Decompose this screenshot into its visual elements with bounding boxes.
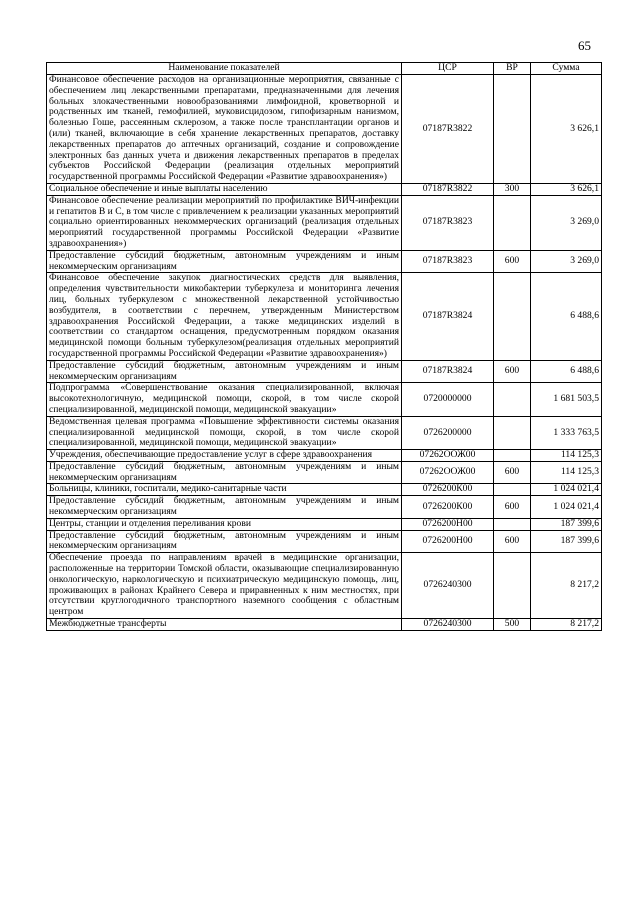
sum-cell: 1 024 021,4 (531, 484, 602, 496)
csr-cell: 07187R3824 (402, 273, 494, 360)
name-cell: Предоставление субсидий бюджетным, автономным учреждениям и иным некоммерческим организациям (47, 496, 402, 519)
csr-cell: 0726240300 (402, 619, 494, 631)
vr-cell (494, 484, 531, 496)
vr-cell: 600 (494, 250, 531, 273)
vr-cell: 300 (494, 183, 531, 195)
csr-cell: 0726240300 (402, 553, 494, 619)
csr-cell: 07262ООЖ00 (402, 461, 494, 484)
header-sum: Сумма (531, 63, 602, 75)
vr-cell (494, 383, 531, 416)
sum-cell: 6 488,6 (531, 360, 602, 383)
vr-cell (494, 553, 531, 619)
table-row (47, 183, 602, 195)
header-name: Наименование показателей (47, 63, 402, 75)
sum-cell: 187 399,6 (531, 518, 602, 530)
csr-cell: 07187R3822 (402, 183, 494, 195)
name-cell: Предоставление субсидий бюджетным, автономным учреждениям и иным некоммерческим организациям (47, 461, 402, 484)
table-row (47, 461, 602, 484)
sum-cell: 3 626,1 (531, 183, 602, 195)
vr-cell (494, 75, 531, 184)
name-cell: Ведомственная целевая программа «Повышение эффективности системы оказания специализированной медицинской помощи, скорой, в том числе скорой специализированной, медицинской помощи, медицинской эвакуации» (47, 416, 402, 449)
csr-cell: 07187R3824 (402, 360, 494, 383)
table-row (47, 530, 602, 553)
vr-cell (494, 450, 531, 462)
table-row (47, 553, 602, 619)
csr-cell: 0726200К00 (402, 484, 494, 496)
sum-cell: 114 125,3 (531, 461, 602, 484)
page-number: 65 (578, 38, 591, 53)
vr-cell (494, 416, 531, 449)
sum-cell: 1 333 763,5 (531, 416, 602, 449)
sum-cell: 1 024 021,4 (531, 496, 602, 519)
vr-cell (494, 273, 531, 360)
sum-cell: 6 488,6 (531, 273, 602, 360)
name-cell: Обеспечение проезда по направлениям врачей в медицинские организации, расположенные на территории Томской области, оказывающие специализированную онкологическую, наркологическую и психиатрическую медицинскую помощь, лиц, проживающих в районах Крайнего Севера и приравненных к ним местностях, при отсутствии круглогодичного транспортного наземного сообщения с областным центром (47, 553, 402, 619)
name-cell: Предоставление субсидий бюджетным, автономным учреждениям и иным некоммерческим организациям (47, 250, 402, 273)
table-row (47, 273, 602, 360)
header-vr: ВР (494, 63, 531, 75)
csr-cell: 0726200Н00 (402, 530, 494, 553)
vr-cell (494, 518, 531, 530)
name-cell: Предоставление субсидий бюджетным, автономным учреждениям и иным некоммерческим организациям (47, 530, 402, 553)
sum-cell: 3 269,0 (531, 250, 602, 273)
name-cell: Подпрограмма «Совершенствование оказания специализированной, включая высокотехнологичную, медицинской помощи, скорой, в том числе скорой специализированной, медицинской помощи, медицинской эвакуации» (47, 383, 402, 416)
sum-cell: 3 626,1 (531, 75, 602, 184)
budget-table (46, 62, 602, 631)
name-cell: Финансовое обеспечение реализации мероприятий по профилактике ВИЧ-инфекции и гепатитов В и С, в том числе с привлечением к реализации указанных мероприятий социально ориентированных некоммерческих организаций (реализация отдельных мероприятий государственной программы Российской Федерации «Развитие здравоохранения») (47, 195, 402, 250)
name-cell: Больницы, клиники, госпитали, медико-санитарные части (47, 484, 402, 496)
name-cell: Финансовое обеспечение закупок диагностических средств для выявления, определения чувствительности микобактерии туберкулеза и мониторинга лечения лиц, больных туберкулезом с множественной лекарственной устойчивостью возбудителя, в соответствии с перечнем, утвержденным Министерством здравоохранения Российской Федерации, а также медицинских изделий в соответствии со стандартом оснащения, предусмотренным порядком оказания медицинской помощи больным туберкулезом(реализация отдельных мероприятий государственной программы Российской Федерации «Развитие здравоохранения») (47, 273, 402, 360)
sum-cell: 1 681 503,5 (531, 383, 602, 416)
name-cell: Межбюджетные трансферты (47, 619, 402, 631)
table-row (47, 496, 602, 519)
csr-cell: 07187R3823 (402, 195, 494, 250)
csr-cell: 07262ООЖ00 (402, 450, 494, 462)
table-row (47, 619, 602, 631)
table-row (47, 195, 602, 250)
sum-cell: 3 269,0 (531, 195, 602, 250)
table-row (47, 360, 602, 383)
name-cell: Финансовое обеспечение расходов на организационные мероприятия, связанные с обеспечением лиц лекарственными препаратами, предназначенными для лечения больных злокачественными новообразованиями лимфоидной, кроветворной и родственных им тканей, гемофилией, муковисцидозом, гипофизарным нанизмом, болезнью Гоше, рассеянным склерозом, а также после трансплантации органов и (или) тканей, включающие в себя хранение лекарственных препаратов, доставку лекарственных препаратов до аптечных организаций, создание и сопровождение электронных баз данных учета и движения лекарственных препаратов в пределах субъектов Российской Федерации (реализация отдельных мероприятий государственной программы Российской Федерации «Развитие здравоохранения») (47, 75, 402, 184)
table-header-row (47, 63, 602, 75)
table-row (47, 450, 602, 462)
csr-cell: 0726200000 (402, 416, 494, 449)
sum-cell: 8 217,2 (531, 553, 602, 619)
table-row (47, 484, 602, 496)
sum-cell: 187 399,6 (531, 530, 602, 553)
vr-cell: 600 (494, 496, 531, 519)
vr-cell: 600 (494, 530, 531, 553)
table-row (47, 383, 602, 416)
header-csr: ЦСР (402, 63, 494, 75)
table-row (47, 75, 602, 184)
csr-cell: 07187R3823 (402, 250, 494, 273)
csr-cell: 07187R3822 (402, 75, 494, 184)
vr-cell: 600 (494, 461, 531, 484)
vr-cell: 500 (494, 619, 531, 631)
table-row (47, 250, 602, 273)
sum-cell: 8 217,2 (531, 619, 602, 631)
name-cell: Центры, станции и отделения переливания крови (47, 518, 402, 530)
vr-cell: 600 (494, 360, 531, 383)
name-cell: Социальное обеспечение и иные выплаты населению (47, 183, 402, 195)
sum-cell: 114 125,3 (531, 450, 602, 462)
table-body (47, 75, 602, 631)
vr-cell (494, 195, 531, 250)
name-cell: Предоставление субсидий бюджетным, автономным учреждениям и иным некоммерческим организациям (47, 360, 402, 383)
name-cell: Учреждения, обеспечивающие предоставление услуг в сфере здравоохранения (47, 450, 402, 462)
csr-cell: 0726200Н00 (402, 518, 494, 530)
csr-cell: 0720000000 (402, 383, 494, 416)
table-row (47, 518, 602, 530)
csr-cell: 0726200К00 (402, 496, 494, 519)
table-row (47, 416, 602, 449)
